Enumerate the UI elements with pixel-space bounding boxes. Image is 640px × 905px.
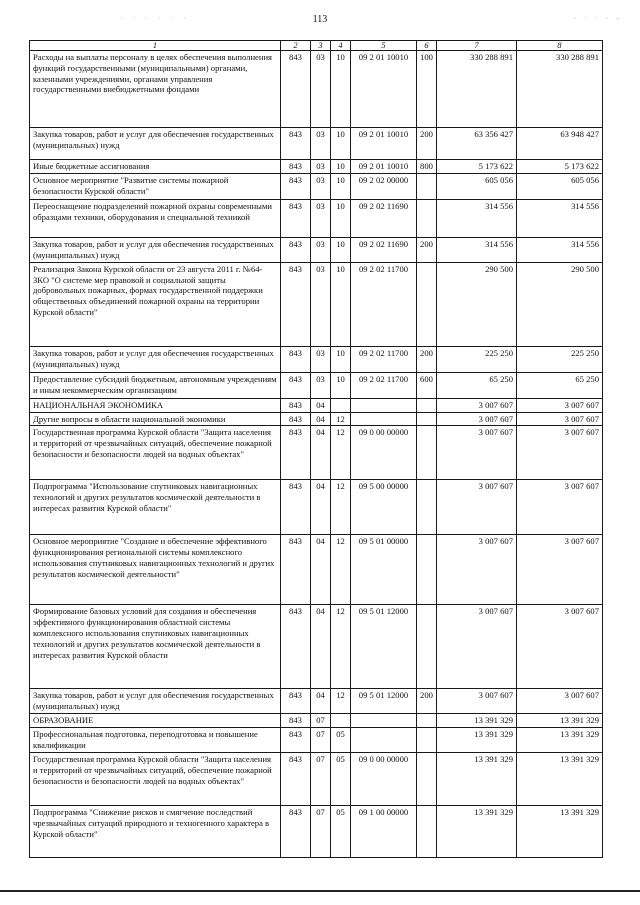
grbs-cell: 843 xyxy=(281,173,311,199)
target-article-cell xyxy=(351,398,417,412)
grbs-cell: 843 xyxy=(281,412,311,426)
sum-year-2-cell: 13 391 329 xyxy=(517,728,603,753)
grbs-cell: 843 xyxy=(281,480,311,535)
grbs-cell: 843 xyxy=(281,535,311,605)
subsection-cell: 10 xyxy=(331,237,351,262)
target-article-cell: 09 1 00 00000 xyxy=(351,806,417,858)
header-cell: 1 xyxy=(30,41,281,51)
expense-type-cell: 200 xyxy=(417,128,437,160)
subsection-cell: 05 xyxy=(331,806,351,858)
target-article-cell: 09 2 01 10010 xyxy=(351,128,417,160)
subsection-cell: 05 xyxy=(331,728,351,753)
grbs-cell: 843 xyxy=(281,262,311,346)
target-article-cell: 09 2 02 11690 xyxy=(351,237,417,262)
sum-year-2-cell: 225 250 xyxy=(517,346,603,372)
sum-year-2-cell: 3 007 607 xyxy=(517,535,603,605)
target-article-cell: 09 2 02 11700 xyxy=(351,346,417,372)
sum-year-1-cell: 3 007 607 xyxy=(437,480,517,535)
section-cell: 03 xyxy=(311,346,331,372)
sum-year-1-cell: 290 500 xyxy=(437,262,517,346)
subsection-cell: 12 xyxy=(331,605,351,689)
item-name-cell: Подпрограмма "Использование спутниковых навигационных технологий и других результатов космической деятельности в интересах развития Курской области" xyxy=(30,480,281,535)
subsection-cell: 10 xyxy=(331,199,351,237)
section-cell: 07 xyxy=(311,714,331,728)
subsection-cell: 10 xyxy=(331,51,351,128)
grbs-cell: 843 xyxy=(281,199,311,237)
table-row xyxy=(30,753,603,806)
table-row xyxy=(30,173,603,199)
sum-year-2-cell: 3 007 607 xyxy=(517,689,603,714)
sum-year-2-cell: 3 007 607 xyxy=(517,480,603,535)
table-row xyxy=(30,237,603,262)
target-article-cell: 09 5 01 12000 xyxy=(351,605,417,689)
sum-year-1-cell: 3 007 607 xyxy=(437,426,517,480)
section-cell: 03 xyxy=(311,372,331,398)
item-name-cell: Профессиональная подготовка, переподготовка и повышение квалификации xyxy=(30,728,281,753)
item-name-cell: Предоставление субсидий бюджетным, автономным учреждениям и иным некоммерческим организациям xyxy=(30,372,281,398)
target-article-cell: 09 2 02 11700 xyxy=(351,372,417,398)
sum-year-1-cell: 3 007 607 xyxy=(437,535,517,605)
subsection-cell: 10 xyxy=(331,173,351,199)
grbs-cell: 843 xyxy=(281,689,311,714)
sum-year-1-cell: 3 007 607 xyxy=(437,398,517,412)
sum-year-1-cell: 63 356 427 xyxy=(437,128,517,160)
target-article-cell: 09 0 00 00000 xyxy=(351,753,417,806)
item-name-cell: НАЦИОНАЛЬНАЯ ЭКОНОМИКА xyxy=(30,398,281,412)
header-cell: 4 xyxy=(331,41,351,51)
target-article-cell: 09 2 01 10010 xyxy=(351,160,417,174)
subsection-cell: 12 xyxy=(331,689,351,714)
grbs-cell: 843 xyxy=(281,346,311,372)
expense-type-cell xyxy=(417,728,437,753)
sum-year-2-cell: 605 056 xyxy=(517,173,603,199)
sum-year-1-cell: 314 556 xyxy=(437,199,517,237)
expense-type-cell: 200 xyxy=(417,237,437,262)
table-body xyxy=(30,41,603,858)
grbs-cell: 843 xyxy=(281,605,311,689)
sum-year-1-cell: 13 391 329 xyxy=(437,753,517,806)
table-row xyxy=(30,535,603,605)
item-name-cell: Формирование базовых условий для создания и обеспечения эффективного функционирования областной системы комплексного использования спутниковых навигационных технологий и других результатов космической деятельности в интересах развития Курской области xyxy=(30,605,281,689)
item-name-cell: Подпрограмма "Снижение рисков и смягчение последствий чрезвычайных ситуаций природного и техногенного характера в Курской области" xyxy=(30,806,281,858)
grbs-cell: 843 xyxy=(281,753,311,806)
sum-year-2-cell: 330 288 891 xyxy=(517,51,603,128)
sum-year-2-cell: 5 173 622 xyxy=(517,160,603,174)
header-cell: 2 xyxy=(281,41,311,51)
subsection-cell: 10 xyxy=(331,346,351,372)
grbs-cell: 843 xyxy=(281,806,311,858)
subsection-cell xyxy=(331,714,351,728)
sum-year-1-cell: 13 391 329 xyxy=(437,806,517,858)
header-cell: 5 xyxy=(351,41,417,51)
section-cell: 03 xyxy=(311,51,331,128)
sum-year-1-cell: 225 250 xyxy=(437,346,517,372)
sum-year-1-cell: 65 250 xyxy=(437,372,517,398)
table-row xyxy=(30,199,603,237)
sum-year-2-cell: 3 007 607 xyxy=(517,605,603,689)
subsection-cell xyxy=(331,398,351,412)
item-name-cell: Реализация Закона Курской области от 23 августа 2011 г. №64-ЗКО "О системе мер правовой и социальной защиты добровольных пожарных, формах государственной поддержки общественных объединений пожарной охраны на территории Курской области" xyxy=(30,262,281,346)
subsection-cell: 10 xyxy=(331,160,351,174)
grbs-cell: 843 xyxy=(281,728,311,753)
grbs-cell: 843 xyxy=(281,160,311,174)
item-name-cell: Государственная программа Курской области "Защита населения и территорий от чрезвычайных ситуаций, обеспечение пожарной безопасности и безопасности людей на водных объектах" xyxy=(30,753,281,806)
page-number: 113 xyxy=(312,14,328,25)
target-article-cell: 09 5 00 00000 xyxy=(351,480,417,535)
target-article-cell xyxy=(351,714,417,728)
header-cell: 8 xyxy=(517,41,603,51)
table-row xyxy=(30,346,603,372)
bottom-rule xyxy=(0,890,640,892)
sum-year-2-cell: 13 391 329 xyxy=(517,753,603,806)
table-row xyxy=(30,412,603,426)
grbs-cell: 843 xyxy=(281,714,311,728)
sum-year-1-cell: 3 007 607 xyxy=(437,412,517,426)
expense-type-cell: 600 xyxy=(417,372,437,398)
subsection-cell: 10 xyxy=(331,372,351,398)
sum-year-2-cell: 13 391 329 xyxy=(517,806,603,858)
target-article-cell xyxy=(351,412,417,426)
subsection-cell: 12 xyxy=(331,426,351,480)
expense-type-cell xyxy=(417,412,437,426)
table-row xyxy=(30,480,603,535)
header-cell: 7 xyxy=(437,41,517,51)
target-article-cell: 09 2 01 10010 xyxy=(351,51,417,128)
item-name-cell: Закупка товаров, работ и услуг для обеспечения государственных (муниципальных) нужд xyxy=(30,128,281,160)
section-cell: 03 xyxy=(311,262,331,346)
table-row xyxy=(30,398,603,412)
expense-type-cell: 200 xyxy=(417,346,437,372)
expense-type-cell xyxy=(417,535,437,605)
item-name-cell: ОБРАЗОВАНИЕ xyxy=(30,714,281,728)
table-row xyxy=(30,728,603,753)
header-cell: 3 xyxy=(311,41,331,51)
item-name-cell: Закупка товаров, работ и услуг для обеспечения государственных (муниципальных) нужд xyxy=(30,237,281,262)
item-name-cell: Другие вопросы в области национальной экономики xyxy=(30,412,281,426)
expense-type-cell xyxy=(417,605,437,689)
table-row xyxy=(30,426,603,480)
target-article-cell: 09 2 02 11690 xyxy=(351,199,417,237)
section-cell: 03 xyxy=(311,173,331,199)
expense-type-cell xyxy=(417,806,437,858)
section-cell: 03 xyxy=(311,199,331,237)
item-name-cell: Закупка товаров, работ и услуг для обеспечения государственных (муниципальных) нужд xyxy=(30,689,281,714)
section-cell: 03 xyxy=(311,128,331,160)
subsection-cell: 12 xyxy=(331,412,351,426)
table-row xyxy=(30,51,603,128)
section-cell: 04 xyxy=(311,426,331,480)
subsection-cell: 05 xyxy=(331,753,351,806)
subsection-cell: 12 xyxy=(331,535,351,605)
sum-year-1-cell: 330 288 891 xyxy=(437,51,517,128)
expense-type-cell: 100 xyxy=(417,51,437,128)
header-cell: 6 xyxy=(417,41,437,51)
section-cell: 07 xyxy=(311,806,331,858)
section-cell: 03 xyxy=(311,160,331,174)
subsection-cell: 10 xyxy=(331,128,351,160)
table-row xyxy=(30,262,603,346)
table-row xyxy=(30,605,603,689)
item-name-cell: Переоснащение подразделений пожарной охраны современными образцами техники, оборудования и специальной техникой xyxy=(30,199,281,237)
table-row xyxy=(30,806,603,858)
item-name-cell: Иные бюджетные ассигнования xyxy=(30,160,281,174)
sum-year-2-cell: 3 007 607 xyxy=(517,412,603,426)
expense-type-cell xyxy=(417,480,437,535)
budget-table xyxy=(29,40,603,858)
sum-year-2-cell: 314 556 xyxy=(517,199,603,237)
sum-year-1-cell: 13 391 329 xyxy=(437,728,517,753)
sum-year-1-cell: 5 173 622 xyxy=(437,160,517,174)
sum-year-2-cell: 13 391 329 xyxy=(517,714,603,728)
sum-year-2-cell: 3 007 607 xyxy=(517,426,603,480)
expense-type-cell xyxy=(417,173,437,199)
table-row xyxy=(30,372,603,398)
section-cell: 04 xyxy=(311,605,331,689)
target-article-cell: 09 5 01 12000 xyxy=(351,689,417,714)
target-article-cell: 09 5 01 00000 xyxy=(351,535,417,605)
item-name-cell: Закупка товаров, работ и услуг для обеспечения государственных (муниципальных) нужд xyxy=(30,346,281,372)
expense-type-cell xyxy=(417,714,437,728)
table-row xyxy=(30,128,603,160)
expense-type-cell: 200 xyxy=(417,689,437,714)
sum-year-1-cell: 3 007 607 xyxy=(437,689,517,714)
grbs-cell: 843 xyxy=(281,398,311,412)
section-cell: 04 xyxy=(311,398,331,412)
subsection-cell: 12 xyxy=(331,480,351,535)
scan-artifact: · · · · · · xyxy=(120,14,190,23)
expense-type-cell xyxy=(417,426,437,480)
expense-type-cell xyxy=(417,262,437,346)
section-cell: 04 xyxy=(311,480,331,535)
item-name-cell: Государственная программа Курской области "Защита населения и территорий от чрезвычайных ситуаций, обеспечение пожарной безопасности и безопасности людей на водных объектах" xyxy=(30,426,281,480)
item-name-cell: Основное мероприятие "Создание и обеспечение эффективного функционирования региональной системы комплексного использования спутниковых навигационных технологий и других результатов космической деятельности" xyxy=(30,535,281,605)
grbs-cell: 843 xyxy=(281,128,311,160)
table-header-row xyxy=(30,41,603,51)
grbs-cell: 843 xyxy=(281,51,311,128)
expense-type-cell xyxy=(417,199,437,237)
sum-year-1-cell: 605 056 xyxy=(437,173,517,199)
sum-year-2-cell: 3 007 607 xyxy=(517,398,603,412)
item-name-cell: Основное мероприятие "Развитие системы пожарной безопасности Курской области" xyxy=(30,173,281,199)
scan-artifact: · · · · - xyxy=(573,14,622,23)
grbs-cell: 843 xyxy=(281,372,311,398)
sum-year-1-cell: 13 391 329 xyxy=(437,714,517,728)
subsection-cell: 10 xyxy=(331,262,351,346)
sum-year-2-cell: 65 250 xyxy=(517,372,603,398)
sum-year-2-cell: 63 948 427 xyxy=(517,128,603,160)
section-cell: 07 xyxy=(311,753,331,806)
expense-type-cell xyxy=(417,398,437,412)
target-article-cell: 09 2 02 11700 xyxy=(351,262,417,346)
section-cell: 04 xyxy=(311,689,331,714)
section-cell: 04 xyxy=(311,535,331,605)
sum-year-2-cell: 314 556 xyxy=(517,237,603,262)
section-cell: 04 xyxy=(311,412,331,426)
sum-year-2-cell: 290 500 xyxy=(517,262,603,346)
table-row xyxy=(30,714,603,728)
table-row xyxy=(30,160,603,174)
target-article-cell: 09 2 02 00000 xyxy=(351,173,417,199)
grbs-cell: 843 xyxy=(281,426,311,480)
table-row xyxy=(30,689,603,714)
section-cell: 07 xyxy=(311,728,331,753)
sum-year-1-cell: 3 007 607 xyxy=(437,605,517,689)
target-article-cell: 09 0 00 00000 xyxy=(351,426,417,480)
expense-type-cell: 800 xyxy=(417,160,437,174)
grbs-cell: 843 xyxy=(281,237,311,262)
target-article-cell xyxy=(351,728,417,753)
sum-year-1-cell: 314 556 xyxy=(437,237,517,262)
section-cell: 03 xyxy=(311,237,331,262)
item-name-cell: Расходы на выплаты персоналу в целях обеспечения выполнения функций государственными (муниципальными) органами, казенными учреждениями, органами управления государственными внебюджетными фондами xyxy=(30,51,281,128)
expense-type-cell xyxy=(417,753,437,806)
